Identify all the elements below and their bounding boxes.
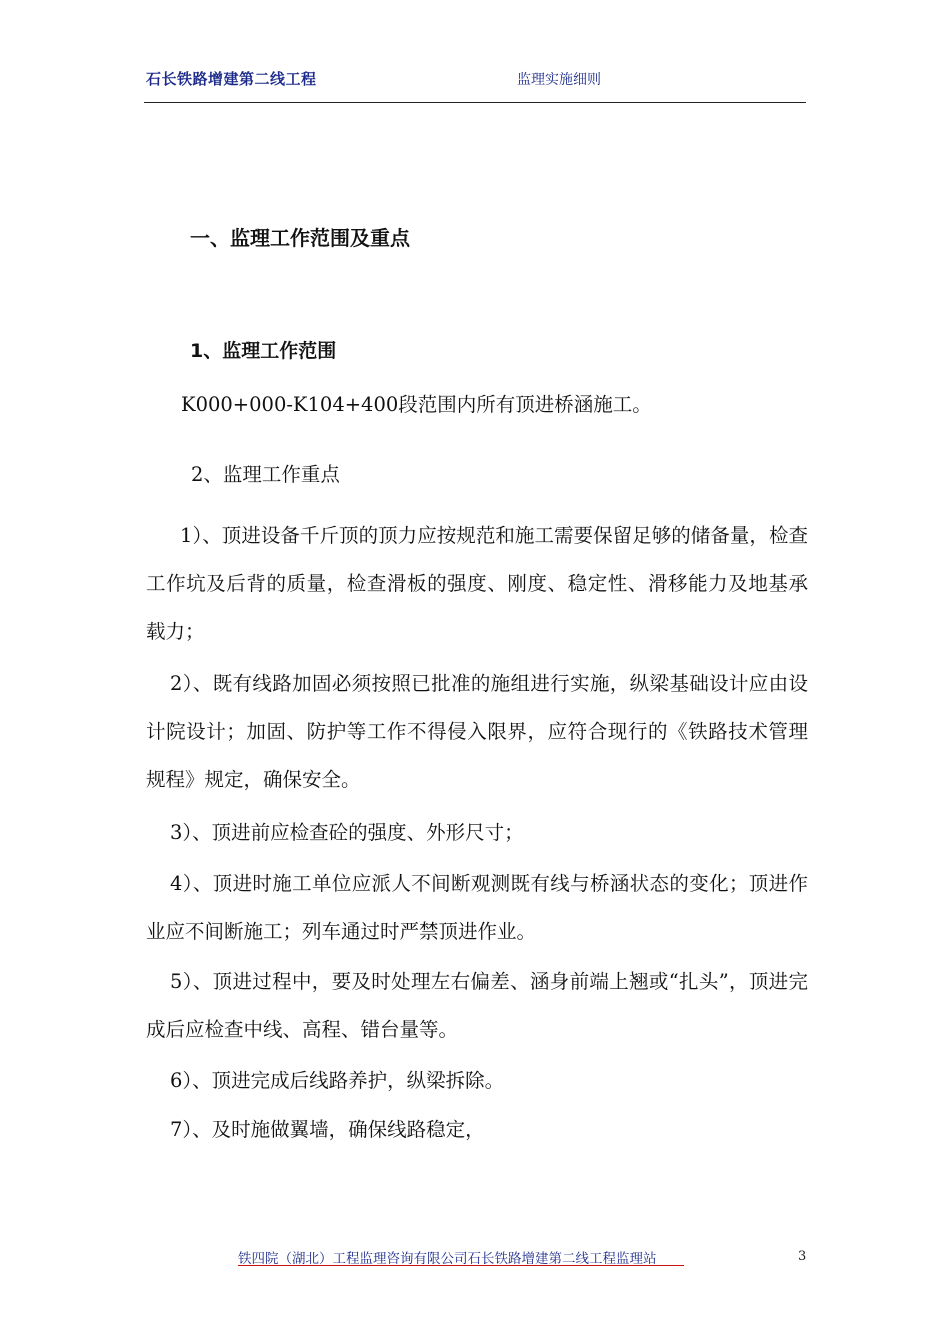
focus-item-2: 2）、既有线路加固必须按照已批准的施组进行实施，纵梁基础设计应由设计院设计；加固、防护等工作不得侵入限界，应符合现行的《铁路技术管理规程》规定，确保安全。 [146, 672, 808, 791]
document-title: 监理实施细则 [517, 72, 601, 88]
subsection-heading-focus: 2、监理工作重点 [191, 463, 340, 486]
section-heading: 一、监理工作范围及重点 [190, 226, 410, 250]
focus-item-5: 5）、顶进过程中，要及时处理左右偏差、涵身前端上翘或“扎头”，顶进完成后应检查中线、高程、错台量等。 [146, 970, 808, 1041]
footer-underline [238, 1265, 684, 1266]
header-divider [144, 102, 806, 103]
scope-text: K000+000-K104+400段范围内所有顶进桥涵施工。 [181, 393, 652, 416]
footer-organization: 铁四院（湖北）工程监理咨询有限公司石长铁路增建第二线工程监理站 [238, 1251, 657, 1267]
page-number: 3 [798, 1249, 807, 1264]
subsection-heading-scope: 1、监理工作范围 [190, 340, 337, 362]
project-title: 石长铁路增建第二线工程 [146, 70, 317, 88]
focus-item-7: 7）、及时施做翼墙，确保线路稳定， [170, 1118, 485, 1141]
focus-item-6: 6）、顶进完成后线路养护，纵梁拆除。 [170, 1069, 505, 1092]
focus-item-1: 1）、顶进设备千斤顶的顶力应按规范和施工需要保留足够的储备量，检查工作坑及后背的质量，检查滑板的强度、刚度、稳定性、滑移能力及地基承载力； [146, 524, 808, 643]
focus-item-3: 3）、顶进前应检查砼的强度、外形尺寸； [170, 821, 524, 844]
focus-item-4: 4）、顶进时施工单位应派人不间断观测既有线与桥涵状态的变化；顶进作业应不间断施工；列车通过时严禁顶进作业。 [146, 872, 808, 943]
